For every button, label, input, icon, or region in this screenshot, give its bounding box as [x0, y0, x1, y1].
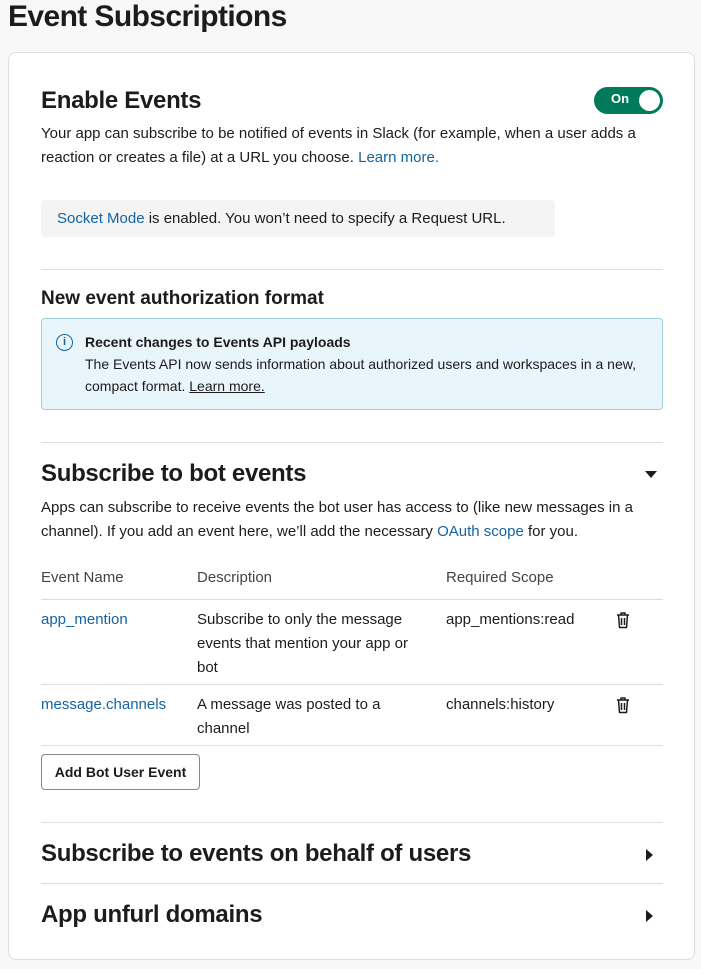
column-header-required-scope: Required Scope — [446, 565, 616, 599]
auth-format-title: New event authorization format — [41, 288, 324, 309]
column-header-description: Description — [197, 565, 446, 599]
toggle-label: On — [611, 91, 630, 106]
trash-icon[interactable] — [616, 696, 630, 714]
table-header-row — [41, 565, 663, 599]
event-description: Subscribe to only the message events that mention your app or bot — [197, 599, 446, 684]
event-subscriptions-card — [8, 52, 695, 960]
event-name-link[interactable]: message.channels — [41, 695, 167, 713]
bot-events-header[interactable] — [41, 459, 663, 489]
socket-mode-text: is enabled. You won’t need to specify a Request URL. — [144, 210, 506, 227]
info-body — [85, 353, 655, 397]
user-events-title: Subscribe to events on behalf of users — [41, 840, 472, 867]
socket-mode-link[interactable]: Socket Mode — [57, 210, 145, 227]
table-row — [41, 599, 663, 684]
socket-mode-notice — [41, 200, 555, 237]
column-header-actions — [616, 565, 663, 599]
caret-right-icon[interactable] — [646, 849, 653, 861]
trash-icon[interactable] — [616, 611, 630, 629]
enable-events-description — [41, 122, 663, 170]
info-icon: i — [56, 334, 73, 351]
user-events-header[interactable] — [41, 839, 663, 869]
bot-events-title: Subscribe to bot events — [41, 460, 307, 487]
section-divider — [41, 442, 663, 443]
toggle-knob — [639, 90, 660, 111]
enable-events-toggle[interactable] — [594, 87, 663, 114]
learn-more-link[interactable]: Learn more. — [358, 149, 439, 166]
page-title: Event Subscriptions — [8, 0, 287, 33]
event-name-link[interactable]: app_mention — [41, 610, 128, 628]
bot-events-desc-part2: for you. — [523, 523, 579, 540]
bot-events-description — [41, 496, 663, 544]
enable-events-description-text: Your app can subscribe to be notified of events in Slack (for example, when a user adds a reaction or creates a file) at a URL you choose. — [41, 125, 636, 166]
info-callout — [41, 318, 663, 410]
enable-events-header — [41, 86, 663, 116]
bot-events-desc-part1: Apps can subscribe to receive events the bot user has access to (like new messages in a channel). If you add an event here, we’ll add the necessary — [41, 499, 633, 540]
event-scope: app_mentions:read — [446, 599, 616, 684]
caret-right-icon[interactable] — [646, 910, 653, 922]
unfurl-domains-header[interactable] — [41, 900, 663, 930]
info-learn-more-link[interactable]: Learn more. — [189, 378, 265, 394]
add-bot-user-event-button[interactable]: Add Bot User Event — [41, 754, 200, 790]
info-title: Recent changes to Events API payloads — [85, 334, 351, 350]
event-description: A message was posted to a channel — [197, 684, 446, 745]
section-divider — [41, 822, 663, 823]
caret-down-icon[interactable] — [645, 471, 657, 478]
section-divider — [41, 883, 663, 884]
bot-events-table — [41, 565, 663, 746]
event-scope: channels:history — [446, 684, 616, 745]
unfurl-domains-title: App unfurl domains — [41, 901, 263, 928]
oauth-scope-link[interactable]: OAuth scope — [437, 523, 524, 540]
info-body-text: The Events API now sends information about authorized users and workspaces in a new, compact format. — [85, 356, 636, 394]
enable-events-title: Enable Events — [41, 87, 202, 114]
column-header-event-name: Event Name — [41, 565, 197, 599]
section-divider — [41, 269, 663, 270]
table-row — [41, 684, 663, 745]
